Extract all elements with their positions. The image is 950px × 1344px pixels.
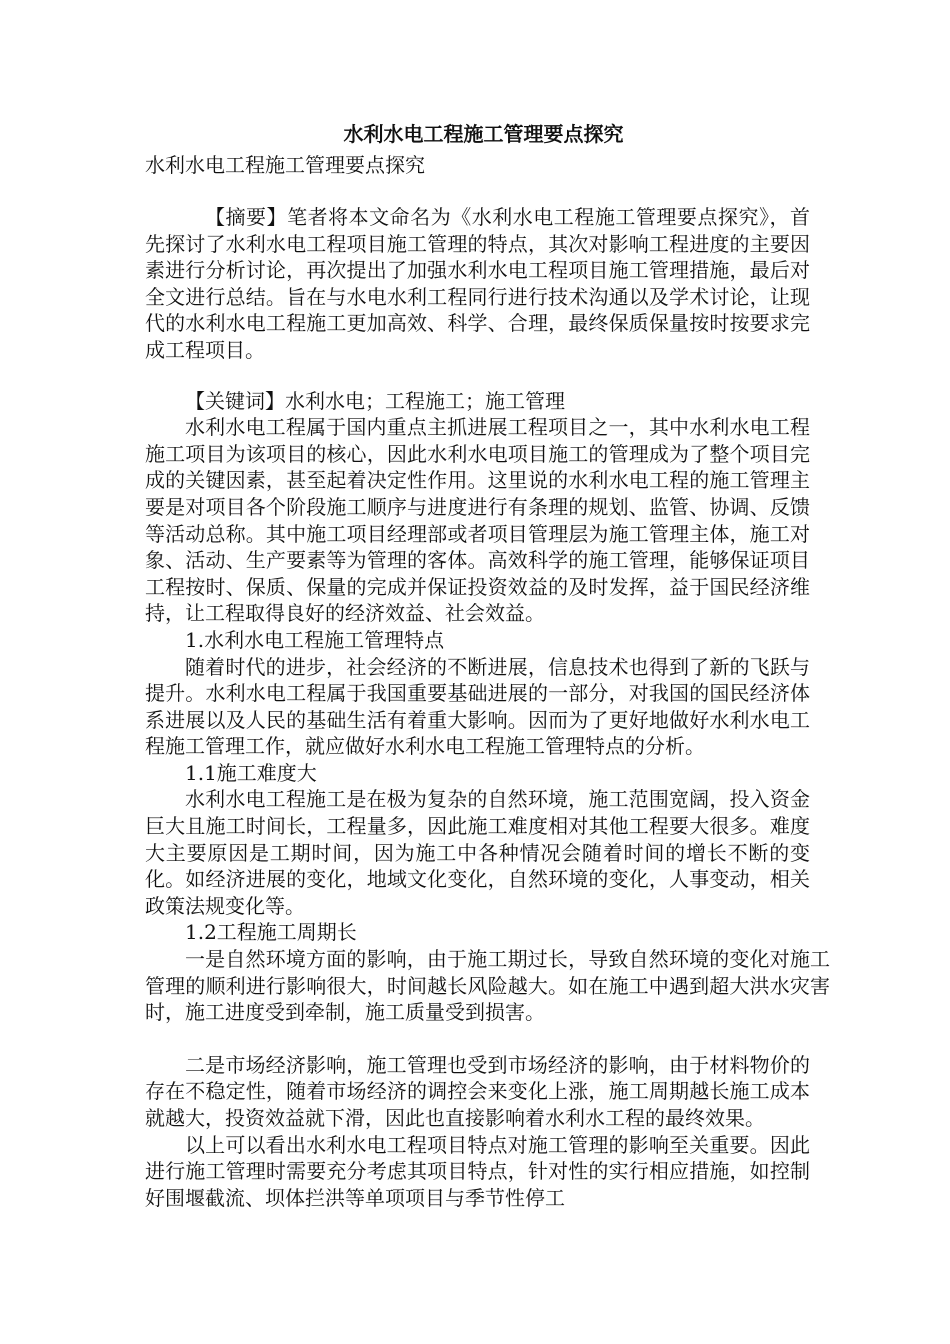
intro-paragraph: 水利水电工程属于国内重点主抓进展工程项目之一，其中水利水电工程施工项目为该项目的核心，因此水利水电项目施工的管理成为了整个项目完成的关键因素，甚至起着决定性作用。这里说的水利水电工程的施工管理主要是对项目各个阶段施工顺序与进度进行有条理的规划、监管、协调、反馈等活动总称。其中施工项目经理部或者项目管理层为施工管理主体，施工对象、活动、生产要素等为管理的客体。高效科学的施工管理，能够保证项目工程按时、保质、保量的完成并保证投资效益的及时发挥，益于国民经济维持，让工程取得良好的经济效益、社会效益。 [145, 415, 810, 626]
section-1-1-paragraph: 水利水电工程施工是在极为复杂的自然环境，施工范围宽阔，投入资金巨大且施工时间长，工程量多，因此施工难度相对其他工程要大很多。难度大主要原因是工期时间，因为施工中各种情况会随着时间的增长不断的变化。如经济进展的变化，地域文化变化，自然环境的变化，人事变动，相关政策法规变化等。 [145, 787, 810, 918]
paragraph-gap [145, 1026, 810, 1052]
abstract-paragraph: 【摘要】笔者将本文命名为《水利水电工程施工管理要点探究》，首先探讨了水利水电工程项目施工管理的特点，其次对影响工程进度的主要因素进行分析讨论，再次提出了加强水利水电工程项目施工管理措施，最后对全文进行总结。旨在与水电水利工程同行进行技术沟通以及学术讨论，让现代的水利水电工程施工更加高效、科学、合理，最终保质保量按时按要求完成工程项目。 [145, 205, 810, 362]
section-1-2-paragraph-b: 二是市场经济影响，施工管理也受到市场经济的影响，由于材料物价的存在不稳定性，随着市场经济的调控会来变化上涨，施工周期越长施工成本就越大，投资效益就下滑，因此也直接影响着水利水工程的最终效果。 [145, 1052, 810, 1130]
keywords-paragraph: 【关键词】水利水电；工程施工；施工管理 [185, 388, 565, 413]
section-1-2-paragraph-c: 以上可以看出水利水电工程项目特点对施工管理的影响至关重要。因此进行施工管理时需要充分考虑其项目特点，针对性的实行相应措施，如控制好围堰截流、坝体拦洪等单项项目与季节性停工 [145, 1132, 810, 1210]
section-1-heading: 1.水利水电工程施工管理特点 [185, 627, 445, 652]
section-1-paragraph: 随着时代的进步，社会经济的不断进展，信息技术也得到了新的飞跃与提升。水利水电工程属于我国重要基础进展的一部分，对我国的国民经济体系进展以及人民的基础生活有着重大影响。因而为了更好地做好水利水电工程施工管理工作，就应做好水利水电工程施工管理特点的分析。 [145, 654, 810, 759]
section-1-2-heading: 1.2工程施工周期长 [185, 920, 357, 945]
section-1-2-paragraph-a: 一是自然环境方面的影响，由于施工期过长，导致自然环境的变化对施工管理的顺利进行影响很大，时间越长风险越大。如在施工中遇到超大洪水灾害时，施工进度受到牵制，施工质量受到损害。 [145, 947, 830, 1025]
section-1-1-heading: 1.1施工难度大 [185, 760, 317, 785]
document-subtitle: 水利水电工程施工管理要点探究 [145, 153, 425, 177]
document-title: 水利水电工程施工管理要点探究 [343, 122, 624, 146]
document-body [145, 118, 830, 1211]
